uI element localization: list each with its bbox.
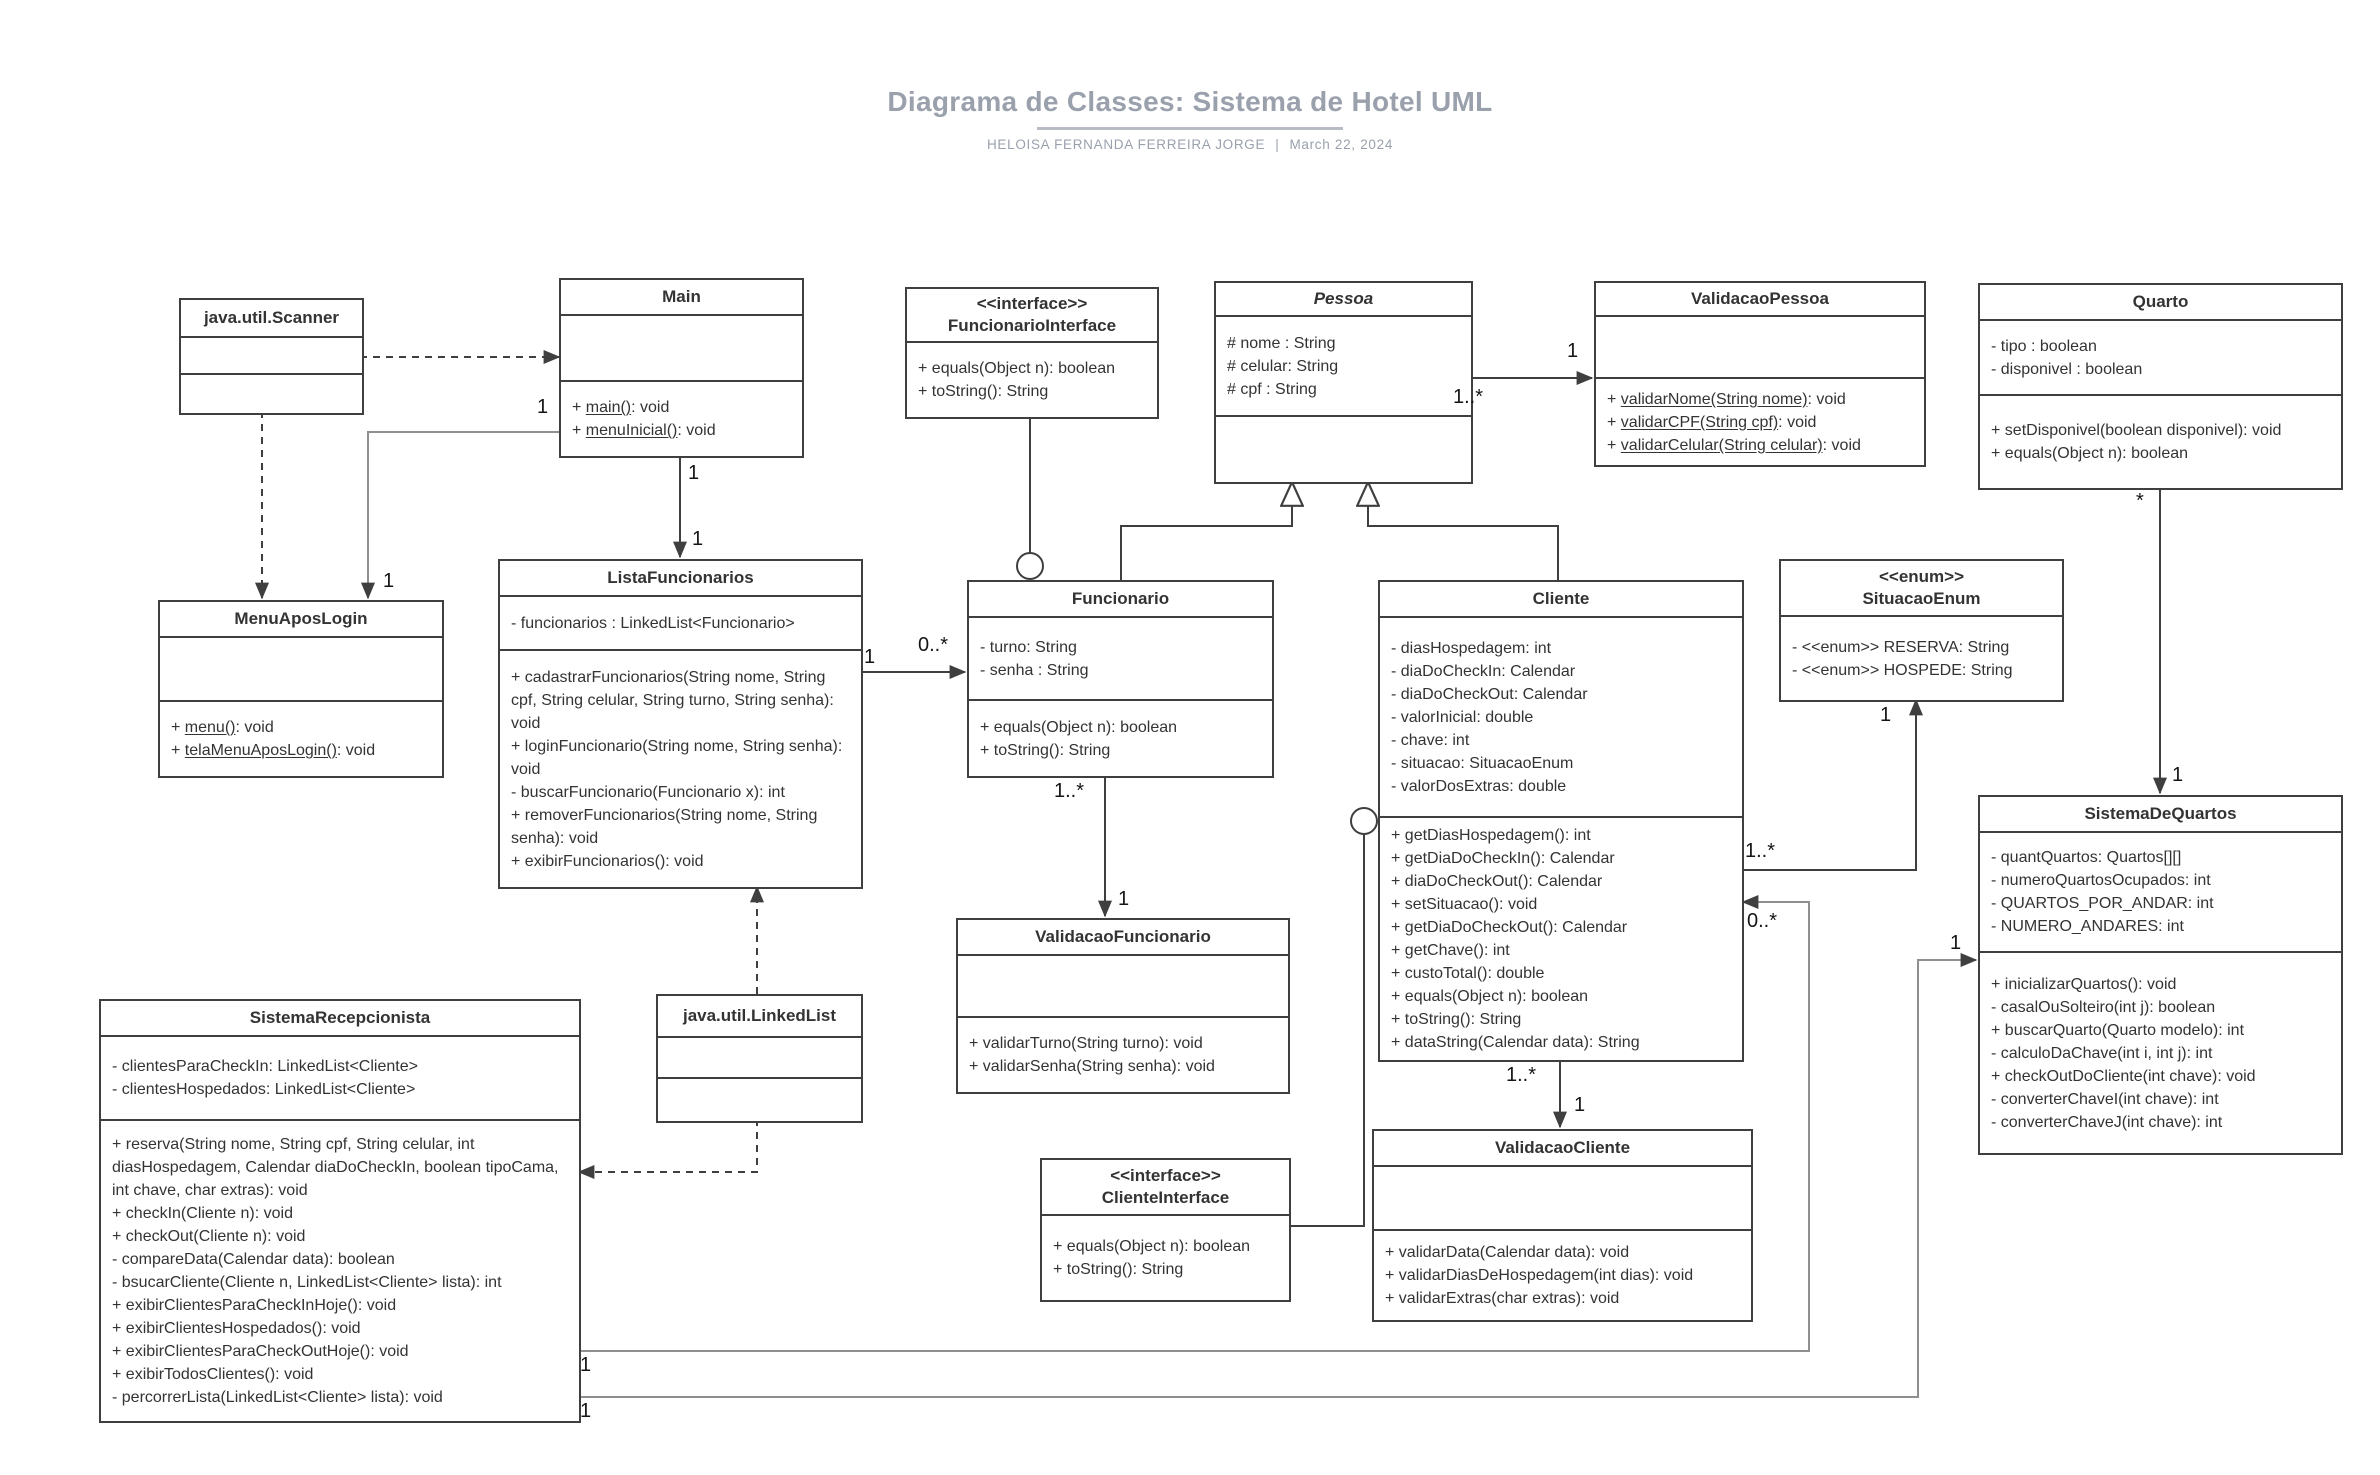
class-name: Cliente [1532, 588, 1590, 608]
class-title-pessoa [1216, 283, 1471, 317]
multiplicity-label: 1 [1118, 888, 1130, 910]
class-sistema-de-quartos[interactable] [1978, 795, 2343, 1155]
class-name: ValidacaoPessoa [1691, 288, 1829, 308]
class-name: Pessoa [1313, 288, 1374, 308]
member-line: - compareData(Calendar data): boolean [112, 1251, 395, 1268]
class-compartment [500, 597, 861, 651]
class-sistema-recepcionista[interactable] [99, 999, 581, 1423]
multiplicity-label: 1..* [1453, 386, 1484, 408]
class-title-cliente [1380, 582, 1742, 618]
class-name: SistemaRecepcionista [249, 1007, 431, 1027]
multiplicity-label: 1 [383, 570, 395, 592]
member-line: - valorInicial: double [1391, 708, 1534, 726]
member-line: + equals(Object n): boolean [1391, 988, 1589, 1005]
class-menu-apos-login[interactable] [158, 600, 444, 778]
class-title-sistema-recepcionista [101, 1001, 579, 1037]
member-line: # cpf : String [1227, 380, 1317, 398]
member-line: - converterChaveJ(int chave): int [1991, 1113, 2223, 1131]
member-line: - quantQuartos: Quartos[][] [1991, 849, 2182, 866]
connector-clienteinterface-lollipop [1287, 834, 1364, 1226]
member-line: + checkIn(Cliente n): void [112, 1205, 293, 1222]
class-compartment [1781, 617, 2062, 700]
member-line: + exibirClientesParaCheckInHoje(): void [112, 1297, 397, 1314]
member-line: + exibirTodosClientes(): void [112, 1366, 314, 1383]
member-line: + toString(): String [1391, 1011, 1522, 1028]
class-situacao-enum[interactable] [1779, 559, 2064, 702]
class-compartment [500, 651, 861, 887]
member-line: - diaDoCheckOut: Calendar [1391, 685, 1588, 703]
class-main[interactable] [559, 278, 804, 458]
multiplicity-label: 1 [1574, 1094, 1586, 1116]
member-line: - clientesHospedados: LinkedList<Cliente> [112, 1081, 416, 1098]
class-name: FuncionarioInterface [947, 316, 1117, 335]
member-line: + getChave(): int [1391, 942, 1510, 959]
member-line: + validarNome(String nome): void [1607, 390, 1846, 408]
class-cliente[interactable] [1378, 580, 1744, 1062]
class-compartment [160, 638, 442, 702]
member-line: + cadastrarFuncionarios(String nome, String cpf, String celular, String turno, String senha): void [511, 668, 834, 732]
member-line: # nome : String [1227, 334, 1336, 352]
member-line: + reserva(String nome, String cpf, String celular, int diasHospedagem, Calendar diaDoCheckIn, boolean tipoCama, int chave, char extras): void [112, 1136, 559, 1199]
member-line: + validarData(Calendar data): void [1385, 1244, 1630, 1261]
member-line: - converterChaveI(int chave): int [1991, 1090, 2219, 1108]
class-funcionario[interactable] [967, 580, 1274, 778]
member-line: + inicializarQuartos(): void [1991, 975, 2177, 993]
class-compartment [1216, 317, 1471, 417]
class-title-validacao-cliente [1374, 1131, 1751, 1167]
member-line: - QUARTOS_POR_ANDAR: int [1991, 895, 2214, 912]
class-validacao-funcionario[interactable] [956, 918, 1290, 1094]
class-java-util-linkedlist[interactable] [656, 994, 863, 1123]
member-line: + equals(Object n): boolean [1053, 1238, 1251, 1255]
member-line: + validarCelular(String celular): void [1607, 436, 1861, 454]
multiplicity-label: 0..* [1747, 910, 1778, 932]
member-line: - <<enum>> HOSPEDE: String [1792, 661, 2013, 679]
member-line: + getDiaDoCheckIn(): Calendar [1391, 850, 1615, 867]
class-validacao-pessoa[interactable] [1594, 281, 1926, 467]
member-line: + exibirClientesParaCheckOutHoje(): void [112, 1343, 409, 1360]
member-line: + menuInicial(): void [572, 422, 716, 439]
member-line: - diasHospedagem: int [1391, 639, 1552, 657]
class-compartment [1980, 833, 2341, 953]
class-title-menu-apos-login [160, 602, 442, 638]
member-line: + main(): void [572, 399, 670, 416]
class-title-situacao-enum [1781, 561, 2062, 617]
member-line: - numeroQuartosOcupados: int [1991, 872, 2211, 889]
member-line: - casalOuSolteiro(int j): boolean [1991, 998, 2216, 1016]
class-compartment [561, 316, 802, 382]
class-lista-funcionarios[interactable] [498, 559, 863, 889]
member-line: + exibirFuncionarios(): void [511, 852, 704, 870]
class-quarto[interactable] [1978, 283, 2343, 490]
member-line: - funcionarios : LinkedList<Funcionario> [511, 614, 795, 632]
subtitle-separator: | [1275, 137, 1280, 152]
member-line: + loginFuncionario(String nome, String senha): void [511, 737, 843, 778]
multiplicity-label: 1 [1880, 704, 1892, 726]
class-title-java-util-scanner [181, 300, 362, 338]
multiplicity-label: 0..* [918, 634, 949, 656]
member-line: - chave: int [1391, 731, 1470, 749]
class-compartment [181, 338, 362, 375]
class-title-sistema-de-quartos [1980, 797, 2341, 833]
class-name: ValidacaoFuncionario [1035, 926, 1211, 946]
class-compartment [101, 1121, 579, 1421]
member-line: + checkOut(Cliente n): void [112, 1228, 306, 1245]
class-name: Funcionario [1071, 588, 1170, 608]
member-line: + getDiasHospedagem(): int [1391, 827, 1591, 844]
multiplicity-label: 1 [692, 528, 704, 550]
class-title-lista-funcionarios [500, 561, 861, 597]
class-name: java.util.LinkedList [682, 1005, 837, 1025]
member-line: + exibirClientesHospedados(): void [112, 1320, 361, 1337]
stereotype-label: <<enum>> [1878, 566, 1965, 586]
class-java-util-scanner[interactable] [179, 298, 364, 415]
class-title-cliente-interface [1042, 1160, 1289, 1216]
class-compartment [1216, 417, 1471, 482]
class-compartment [561, 382, 802, 456]
multiplicity-label: 1..* [1745, 840, 1776, 862]
class-compartment [1980, 953, 2341, 1153]
member-line: + menu(): void [171, 719, 274, 736]
author-text: HELOISA FERNANDA FERREIRA JORGE [986, 137, 1266, 152]
member-line: - valorDosExtras: double [1391, 777, 1567, 795]
member-line: - disponivel : boolean [1991, 360, 2143, 378]
class-name: MenuAposLogin [234, 608, 368, 628]
class-name: SituacaoEnum [1862, 589, 1981, 608]
member-line: + dataString(Calendar data): String [1391, 1034, 1640, 1051]
class-pessoa[interactable] [1214, 281, 1473, 484]
member-line: + equals(Object n): boolean [1991, 445, 2189, 462]
member-line: - tipo : boolean [1991, 337, 2097, 355]
date-text: March 22, 2024 [1289, 137, 1394, 152]
member-line: + toString(): String [918, 383, 1049, 400]
class-validacao-cliente[interactable] [1372, 1129, 1753, 1322]
member-line: + removerFuncionarios(String nome, String senha): void [511, 806, 818, 847]
member-line: + toString(): String [980, 741, 1111, 759]
member-line: + telaMenuAposLogin(): void [171, 742, 376, 759]
class-name: SistemaDeQuartos [2084, 803, 2237, 823]
member-line: + getDiaDoCheckOut(): Calendar [1391, 919, 1628, 936]
connector-linkedlist-to-sistemarecepcionista [579, 1119, 757, 1172]
member-line: + diaDoCheckOut(): Calendar [1391, 873, 1603, 890]
class-name: Main [662, 286, 701, 306]
member-line: + validarExtras(char extras): void [1385, 1290, 1620, 1307]
class-compartment [101, 1037, 579, 1121]
class-compartment [969, 618, 1272, 701]
member-line: + checkOutDoCliente(int chave): void [1991, 1067, 2256, 1085]
member-line: - <<enum>> RESERVA: String [1792, 638, 2010, 656]
member-line: - turno: String [980, 638, 1077, 656]
multiplicity-label: 1 [688, 462, 700, 484]
class-compartment [181, 375, 362, 413]
stereotype-label: <<interface>> [1110, 1165, 1221, 1185]
multiplicity-label: 1 [1567, 340, 1579, 362]
multiplicity-label: 1..* [1054, 780, 1085, 802]
class-name: ClienteInterface [1101, 1188, 1230, 1207]
class-compartment [1380, 618, 1742, 818]
class-title-funcionario-interface [907, 289, 1157, 343]
class-compartment [658, 1079, 861, 1121]
member-line: - calculoDaChave(int i, int j): int [1991, 1044, 2213, 1062]
class-compartment [958, 1018, 1288, 1092]
class-compartment [1374, 1167, 1751, 1231]
class-compartment [658, 1038, 861, 1079]
class-compartment [1596, 317, 1924, 379]
class-compartment [1380, 818, 1742, 1060]
multiplicity-label: 1 [2172, 764, 2184, 786]
member-line: + validarSenha(String senha): void [969, 1058, 1215, 1075]
multiplicity-label: 1 [580, 1400, 592, 1422]
class-name: ValidacaoCliente [1494, 1137, 1631, 1157]
class-compartment [160, 702, 442, 776]
class-compartment [907, 343, 1157, 417]
member-line: - clientesParaCheckIn: LinkedList<Cliente> [112, 1058, 418, 1075]
member-line: + validarCPF(String cpf): void [1607, 413, 1817, 431]
class-title-validacao-pessoa [1596, 283, 1924, 317]
class-funcionario-interface[interactable] [905, 287, 1159, 419]
member-line: + custoTotal(): double [1391, 965, 1545, 982]
class-compartment [969, 701, 1272, 776]
class-name: Quarto [2132, 291, 2189, 311]
multiplicity-label: 1 [864, 646, 876, 668]
class-name: ListaFuncionarios [607, 567, 754, 587]
connector-cliente-to-pessoa [1368, 482, 1558, 580]
multiplicity-label: 1 [580, 1354, 592, 1376]
lollipop-interface-circle [1351, 808, 1377, 834]
class-compartment [1374, 1231, 1751, 1320]
class-compartment [958, 956, 1288, 1018]
member-line: # celular: String [1227, 357, 1339, 375]
member-line: - NUMERO_ANDARES: int [1991, 918, 2184, 935]
class-compartment [1980, 321, 2341, 396]
member-line: - bsucarCliente(Cliente n, LinkedList<Cliente> lista): int [112, 1274, 502, 1291]
member-line: - buscarFuncionario(Funcionario x): int [511, 783, 785, 801]
member-line: + equals(Object n): boolean [918, 360, 1116, 377]
class-title-quarto [1980, 285, 2341, 321]
member-line: - situacao: SituacaoEnum [1391, 754, 1574, 772]
member-line: + validarDiasDeHospedagem(int dias): void [1385, 1267, 1694, 1284]
page-title: Diagrama de Classes: Sistema de Hotel UML [887, 86, 1493, 117]
multiplicity-label: 1..* [1506, 1064, 1537, 1086]
member-line: + setDisponivel(boolean disponivel): void [1991, 422, 2282, 439]
stereotype-label: <<interface>> [976, 293, 1088, 313]
member-line: + toString(): String [1053, 1261, 1184, 1278]
multiplicity-label: * [2136, 490, 2144, 512]
class-title-funcionario [969, 582, 1272, 618]
class-name: java.util.Scanner [203, 307, 340, 327]
multiplicity-label: 1 [537, 396, 549, 418]
member-line: - senha : String [980, 661, 1089, 679]
member-line: + validarTurno(String turno): void [969, 1035, 1203, 1052]
class-compartment [1042, 1216, 1289, 1300]
class-compartment [1980, 396, 2341, 488]
lollipop-interface-circle [1017, 553, 1043, 579]
multiplicity-label: 1 [1950, 932, 1962, 954]
class-cliente-interface[interactable] [1040, 1158, 1291, 1302]
class-compartment [1596, 379, 1924, 465]
member-line: - percorrerLista(LinkedList<Cliente> lista): void [112, 1389, 443, 1406]
class-title-java-util-linkedlist [658, 996, 861, 1038]
member-line: - diaDoCheckIn: Calendar [1391, 662, 1576, 680]
member-line: + setSituacao(): void [1391, 896, 1538, 913]
connector-funcionario-to-pessoa [1121, 482, 1292, 580]
class-title-main [561, 280, 802, 316]
class-title-validacao-funcionario [958, 920, 1288, 956]
member-line: + equals(Object n): boolean [980, 718, 1178, 736]
member-line: + buscarQuarto(Quarto modelo): int [1991, 1021, 2245, 1039]
